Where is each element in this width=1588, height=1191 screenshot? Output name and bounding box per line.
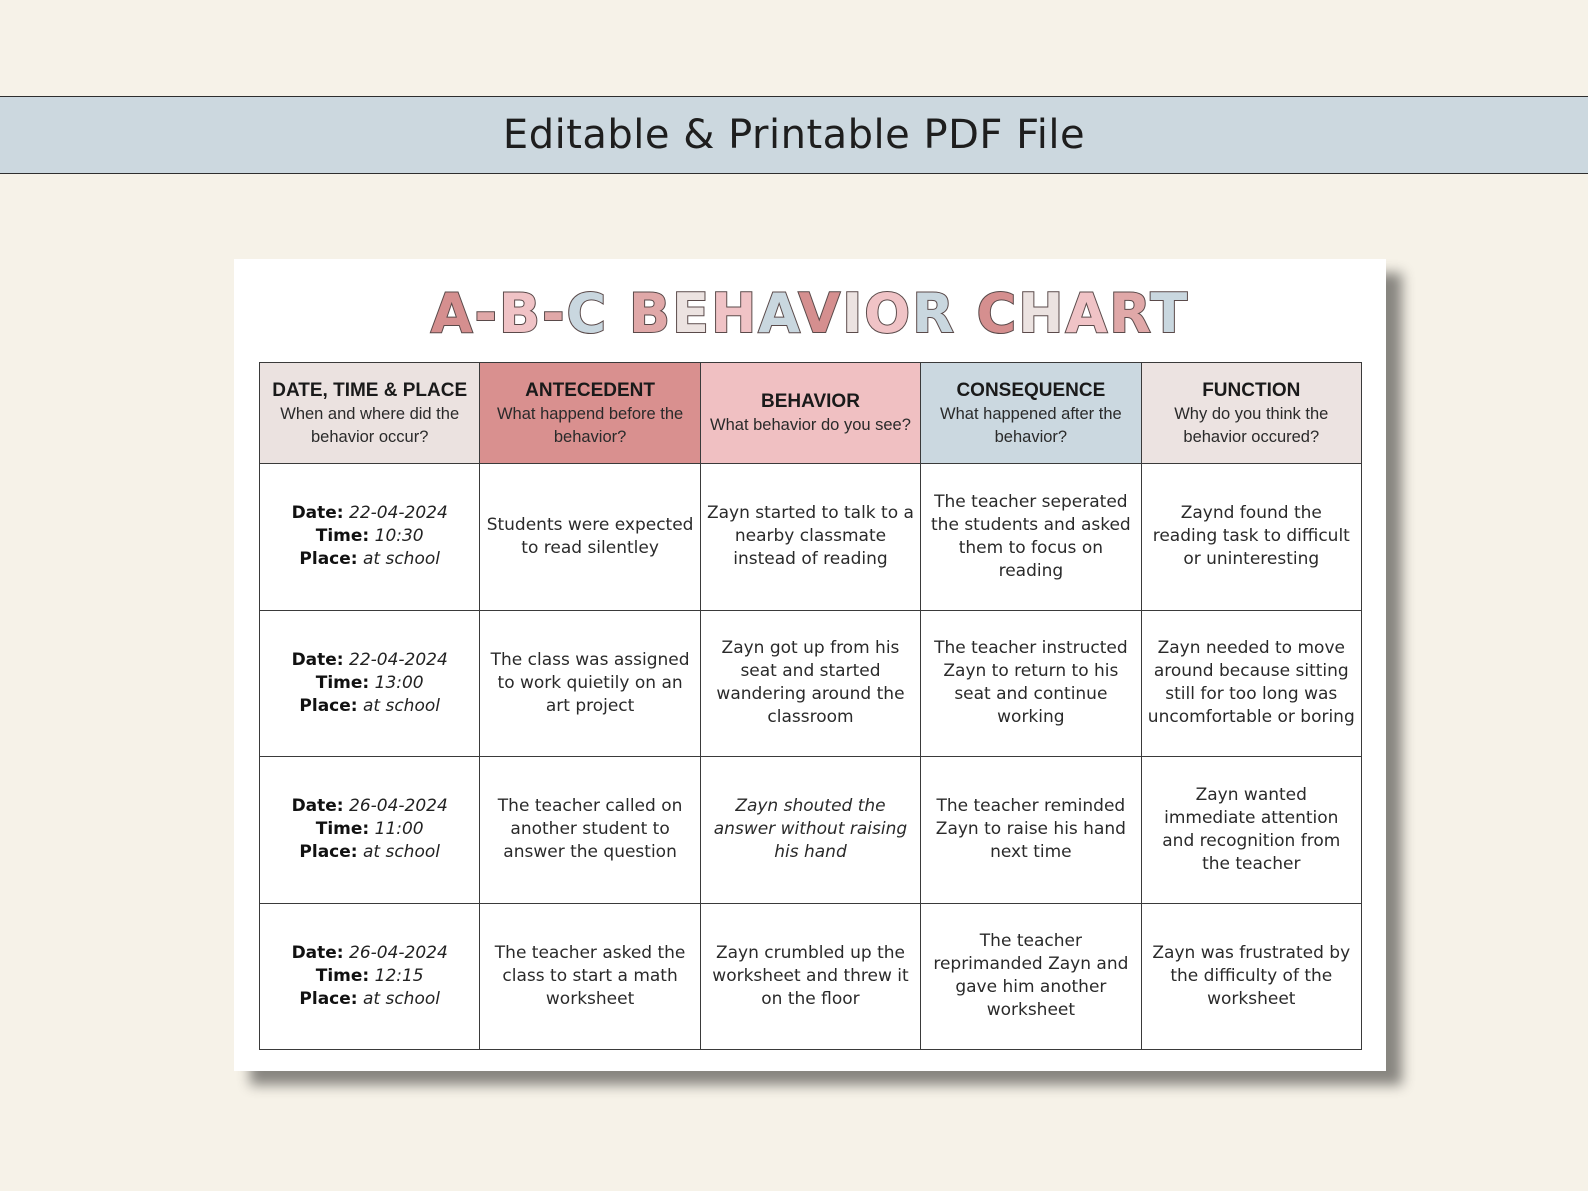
consequence-cell: The teacher instructed Zayn to return to his seat and continue working xyxy=(921,610,1141,757)
time-label: Time: xyxy=(315,672,370,693)
header-date-time-place xyxy=(260,363,480,464)
date-time-place-cell xyxy=(260,610,480,757)
behavior-cell: Zayn crumbled up the worksheet and threw it on the floor xyxy=(700,903,920,1050)
header-title: BEHAVIOR xyxy=(761,391,860,412)
time-label: Time: xyxy=(315,526,370,547)
header-subtitle: When and where did the behavior occur? xyxy=(280,404,460,446)
place-value: at school xyxy=(362,549,440,570)
chart-title: A-B-C BEHAVIOR CHART xyxy=(430,282,1190,345)
place-label: Place: xyxy=(299,842,358,863)
chart-sheet xyxy=(234,259,1386,1071)
header-function xyxy=(1141,363,1361,464)
header-subtitle: What happend before the behavior? xyxy=(496,404,684,446)
behavior-cell: Zayn got up from his seat and started wandering around the classroom xyxy=(700,610,920,757)
date-label: Date: xyxy=(291,649,344,670)
antecedent-cell: The teacher asked the class to start a math worksheet xyxy=(480,903,700,1050)
table-row xyxy=(260,757,1362,904)
date-value: 26-04-2024 xyxy=(349,796,448,817)
top-banner xyxy=(0,96,1588,174)
header-subtitle: What behavior do you see? xyxy=(710,416,911,434)
header-subtitle: What happened after the behavior? xyxy=(940,404,1122,446)
time-value: 12:15 xyxy=(374,965,424,986)
header-behavior xyxy=(700,363,920,464)
function-cell: Zayn was frustrated by the difficulty of the worksheet xyxy=(1141,903,1361,1050)
header-title: DATE, TIME & PLACE xyxy=(272,379,468,401)
function-cell: Zayn wanted immediate attention and recognition from the teacher xyxy=(1141,757,1361,904)
antecedent-cell: The class was assigned to work quietily on an art project xyxy=(480,610,700,757)
header-row xyxy=(260,363,1362,464)
header-consequence xyxy=(921,363,1141,464)
date-time-place-cell xyxy=(260,757,480,904)
function-cell: Zayn needed to move around because sitting still for too long was uncomfortable or boring xyxy=(1141,610,1361,757)
table-row xyxy=(260,903,1362,1050)
table-row xyxy=(260,610,1362,757)
place-value: at school xyxy=(362,988,440,1009)
antecedent-cell: Students were expected to read silentley xyxy=(480,464,700,611)
header-title: FUNCTION xyxy=(1202,379,1301,401)
consequence-cell: The teacher seperated the students and asked them to focus on reading xyxy=(921,464,1141,611)
header-title: ANTECEDENT xyxy=(525,379,655,401)
header-subtitle: Why do you think the behavior occured? xyxy=(1174,404,1329,446)
behavior-cell: Zayn started to talk to a nearby classmate instead of reading xyxy=(700,464,920,611)
consequence-cell: The teacher reminded Zayn to raise his hand next time xyxy=(921,757,1141,904)
date-label: Date: xyxy=(291,796,344,817)
header-antecedent xyxy=(480,363,700,464)
function-cell: Zaynd found the reading task to difficult or uninteresting xyxy=(1141,464,1361,611)
time-value: 10:30 xyxy=(374,526,424,547)
header-title: CONSEQUENCE xyxy=(956,379,1106,401)
table-row xyxy=(260,464,1362,611)
date-label: Date: xyxy=(291,942,344,963)
banner-text: Editable & Printable PDF File xyxy=(502,112,1086,158)
place-label: Place: xyxy=(299,695,358,716)
antecedent-cell: The teacher called on another student to answer the question xyxy=(480,757,700,904)
time-label: Time: xyxy=(315,819,370,840)
behavior-cell: Zayn shouted the answer without raising his hand xyxy=(700,757,920,904)
date-time-place-cell xyxy=(260,464,480,611)
place-value: at school xyxy=(362,842,440,863)
date-value: 22-04-2024 xyxy=(349,503,448,524)
time-value: 11:00 xyxy=(374,819,424,840)
time-value: 13:00 xyxy=(374,672,424,693)
consequence-cell: The teacher reprimanded Zayn and gave him another worksheet xyxy=(921,903,1141,1050)
date-value: 22-04-2024 xyxy=(349,649,448,670)
date-label: Date: xyxy=(291,503,344,524)
time-label: Time: xyxy=(315,965,370,986)
date-value: 26-04-2024 xyxy=(349,942,448,963)
place-value: at school xyxy=(362,695,440,716)
place-label: Place: xyxy=(299,988,358,1009)
date-time-place-cell xyxy=(260,903,480,1050)
place-label: Place: xyxy=(299,549,358,570)
abc-table xyxy=(259,362,1362,1050)
